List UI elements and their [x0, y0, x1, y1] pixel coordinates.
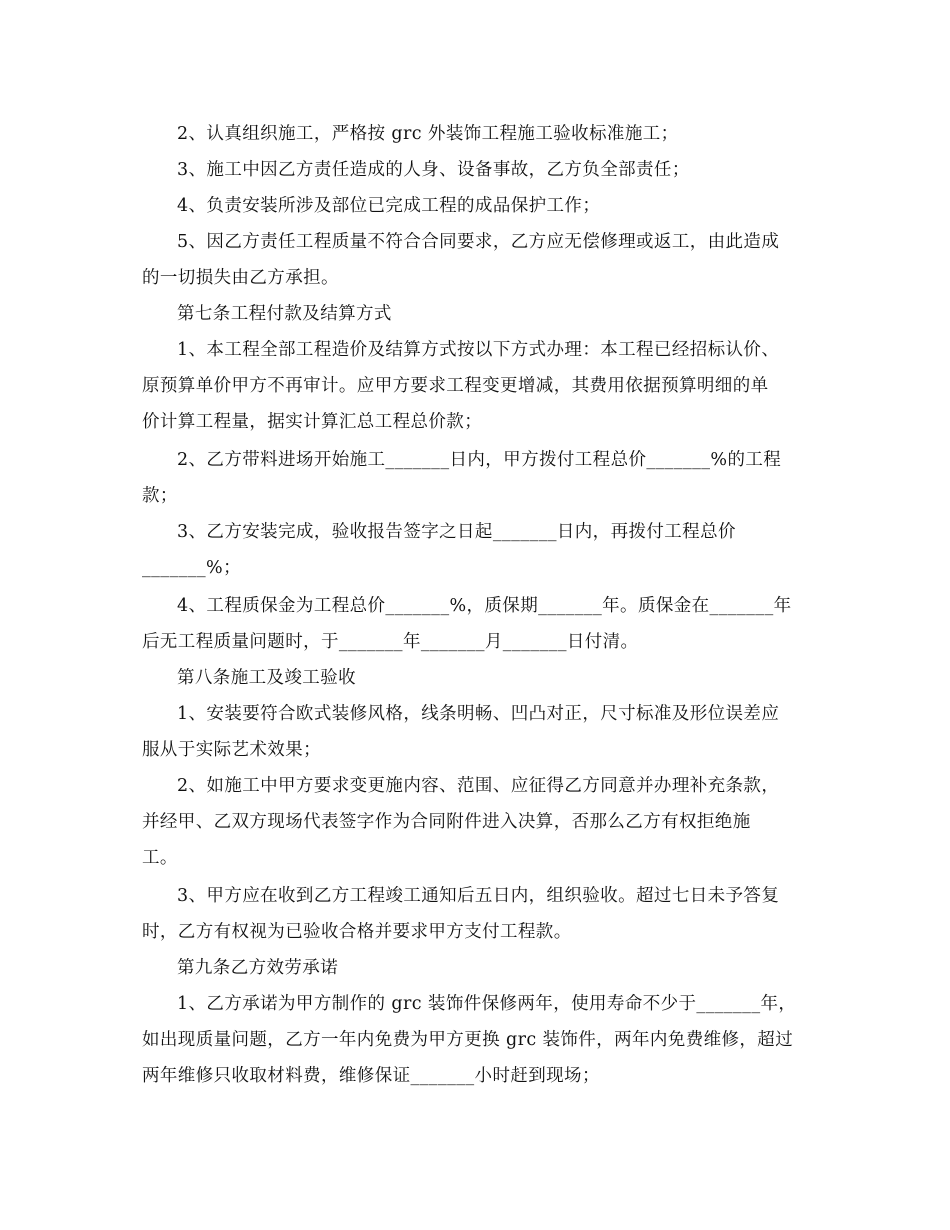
clause-2-organize-construction: 2、认真组织施工，严格按 grc 外装饰工程施工验收标准施工； [177, 124, 679, 144]
a7-clause-4-line-1: 4、工程质保金为工程总价_______%，质保期_______年。质保金在_______年 [177, 596, 792, 616]
a7-clause-2-line-1: 2、乙方带料进场开始施工_______日内，甲方拨付工程总价_______%的工程 [177, 450, 782, 470]
a7-clause-1-line-1: 1、本工程全部工程造价及结算方式按以下方式办理：本工程已经招标认价、 [177, 340, 780, 360]
a7-clause-3-line-2: _______%； [142, 558, 241, 578]
a9-clause-1-line-2: 如出现质量问题，乙方一年内免费为甲方更换 grc 装饰件，两年内免费维修，超过 [142, 1030, 794, 1050]
a8-clause-3-line-2: 时，乙方有权视为已验收合格并要求甲方支付工程款。 [142, 922, 572, 942]
article-8-heading: 第八条施工及竣工验收 [177, 668, 356, 688]
a8-clause-2-line-1: 2、如施工中甲方要求变更施内容、范围、应征得乙方同意并办理补充条款， [177, 776, 780, 796]
a7-clause-1-line-3: 价计算工程量，据实计算汇总工程总价款； [142, 412, 483, 432]
a7-clause-4-line-2: 后无工程质量问题时，于_______年_______月_______日付清。 [142, 632, 639, 652]
a7-clause-2-line-2: 款； [142, 486, 178, 506]
a7-clause-3-line-1: 3、乙方安装完成，验收报告签字之日起_______日内，再拨付工程总价 [177, 522, 736, 542]
a7-clause-1-line-2: 原预算单价甲方不再审计。应甲方要求工程变更增减，其费用依据预算明细的单 [142, 376, 769, 396]
a9-clause-1-line-3: 两年维修只收取材料费，维修保证_______小时赶到现场； [142, 1066, 600, 1086]
clause-5-quality-line-2: 的一切损失由乙方承担。 [142, 268, 339, 288]
a8-clause-1-line-2: 服从于实际艺术效果； [142, 740, 321, 760]
a9-clause-1-line-1: 1、乙方承诺为甲方制作的 grc 装饰件保修两年，使用寿命不少于_______年， [177, 994, 797, 1014]
clause-5-quality-line-1: 5、因乙方责任工程质量不符合合同要求，乙方应无偿修理或返工，由此造成 [177, 232, 780, 252]
clause-3-accident-responsibility: 3、施工中因乙方责任造成的人身、设备事故，乙方负全部责任； [177, 160, 690, 180]
a8-clause-1-line-1: 1、安装要符合欧式装修风格，线条明畅、凹凸对正，尺寸标准及形位误差应 [177, 704, 780, 724]
article-7-heading: 第七条工程付款及结算方式 [177, 304, 392, 324]
a8-clause-2-line-3: 工。 [142, 848, 178, 868]
article-9-heading: 第九条乙方效劳承诺 [177, 958, 339, 978]
a8-clause-2-line-2: 并经甲、乙双方现场代表签字作为合同附件进入决算，否那么乙方有权拒绝施 [142, 812, 751, 832]
clause-4-product-protection: 4、负责安装所涉及部位已完成工程的成品保护工作； [177, 196, 601, 216]
a8-clause-3-line-1: 3、甲方应在收到乙方工程竣工通知后五日内，组织验收。超过七日未予答复 [177, 886, 780, 906]
